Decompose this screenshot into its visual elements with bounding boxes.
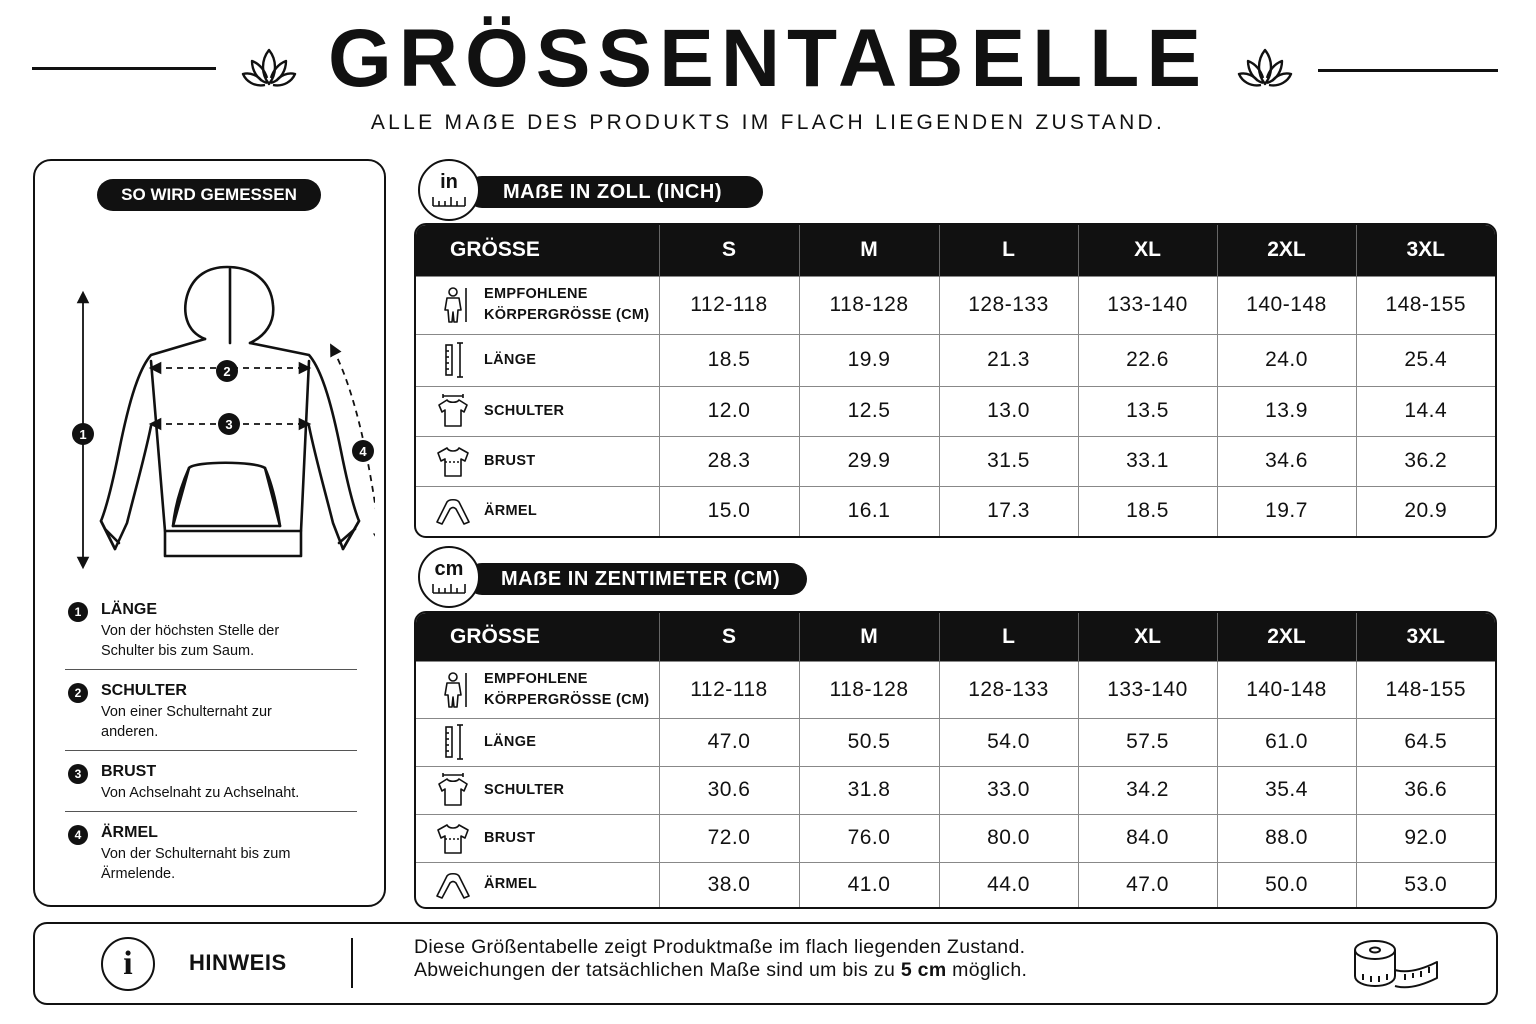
how-to-measure-title: SO WIRD GEMESSEN bbox=[97, 179, 321, 211]
length-icon bbox=[434, 723, 472, 761]
value-cell: 34.2 bbox=[1078, 766, 1217, 814]
value-cell: 47.0 bbox=[1078, 862, 1217, 907]
value-cell: 41.0 bbox=[799, 862, 939, 907]
row-label: EMPFOHLENE bbox=[484, 286, 588, 302]
note-divider bbox=[351, 938, 353, 988]
value-cell: 33.1 bbox=[1078, 436, 1217, 486]
value-cell: 12.5 bbox=[799, 386, 939, 436]
svg-text:1: 1 bbox=[79, 427, 87, 442]
table-row bbox=[416, 766, 1495, 814]
value-cell: 18.5 bbox=[1078, 486, 1217, 536]
value-cell: 22.6 bbox=[1078, 334, 1217, 386]
value-cell: 61.0 bbox=[1217, 718, 1356, 766]
step-number: 3 bbox=[68, 764, 88, 784]
value-cell: 16.1 bbox=[799, 486, 939, 536]
value-cell: 38.0 bbox=[659, 862, 799, 907]
divider bbox=[65, 811, 357, 812]
value-cell: 112-118 bbox=[659, 276, 799, 334]
column-header: M bbox=[799, 225, 939, 276]
value-cell: 36.6 bbox=[1356, 766, 1495, 814]
table-header-row bbox=[416, 613, 1495, 661]
value-cell: 148-155 bbox=[1356, 661, 1495, 718]
cm-size-table bbox=[414, 611, 1497, 909]
title-rule-right bbox=[1318, 69, 1498, 72]
table-row bbox=[416, 486, 1495, 536]
value-cell: 36.2 bbox=[1356, 436, 1495, 486]
table-row bbox=[416, 436, 1495, 486]
value-cell: 133-140 bbox=[1078, 661, 1217, 718]
step-shoulder bbox=[65, 680, 357, 742]
column-header: L bbox=[939, 225, 1078, 276]
marker-1 bbox=[72, 423, 94, 445]
step-description: Von der höchsten Stelle der Schulter bis zum Saum. bbox=[101, 623, 280, 659]
table-row bbox=[416, 718, 1495, 766]
row-label-cell bbox=[416, 718, 659, 766]
row-label: KÖRPERGRÖSSE (CM) bbox=[484, 307, 650, 323]
row-label-cell bbox=[416, 814, 659, 862]
note-box bbox=[33, 922, 1498, 1005]
lotus-icon bbox=[1236, 44, 1294, 92]
person-icon bbox=[434, 671, 472, 709]
value-cell: 140-148 bbox=[1217, 661, 1356, 718]
divider bbox=[65, 669, 357, 670]
row-label-cell bbox=[416, 436, 659, 486]
value-cell: 18.5 bbox=[659, 334, 799, 386]
unit-label: cm bbox=[434, 558, 464, 580]
step-number: 1 bbox=[68, 602, 88, 622]
value-cell: 44.0 bbox=[939, 862, 1078, 907]
length-icon bbox=[434, 341, 472, 379]
column-header: XL bbox=[1078, 613, 1217, 661]
value-cell: 112-118 bbox=[659, 661, 799, 718]
value-cell: 19.9 bbox=[799, 334, 939, 386]
step-chest bbox=[65, 761, 357, 803]
step-title: BRUST bbox=[101, 763, 157, 780]
marker-3 bbox=[218, 413, 240, 435]
value-cell: 57.5 bbox=[1078, 718, 1217, 766]
row-label: BRUST bbox=[484, 829, 536, 846]
value-cell: 14.4 bbox=[1356, 386, 1495, 436]
value-cell: 20.9 bbox=[1356, 486, 1495, 536]
chest-icon bbox=[434, 442, 472, 480]
cm-section-title: MAẞE IN ZENTIMETER (CM) bbox=[466, 563, 807, 595]
value-cell: 118-128 bbox=[799, 276, 939, 334]
column-header: 3XL bbox=[1356, 225, 1495, 276]
unit-label: in bbox=[440, 171, 458, 193]
value-cell: 12.0 bbox=[659, 386, 799, 436]
page-title: GRÖSSENTABELLE bbox=[327, 13, 1209, 104]
value-cell: 28.3 bbox=[659, 436, 799, 486]
ruler-icon bbox=[432, 195, 466, 207]
row-label: LÄNGE bbox=[484, 733, 537, 750]
table-row bbox=[416, 661, 1495, 718]
how-to-measure-panel bbox=[33, 159, 386, 907]
measurement-steps bbox=[65, 599, 357, 884]
value-cell: 13.0 bbox=[939, 386, 1078, 436]
note-line-1: Diese Größentabelle zeigt Produktmaße im flach liegenden Zustand. bbox=[414, 936, 1026, 958]
step-title: LÄNGE bbox=[101, 601, 157, 618]
value-cell: 15.0 bbox=[659, 486, 799, 536]
value-cell: 30.6 bbox=[659, 766, 799, 814]
step-title: ÄRMEL bbox=[101, 824, 158, 841]
column-header: 3XL bbox=[1356, 613, 1495, 661]
sleeve-icon bbox=[434, 492, 472, 530]
column-header: L bbox=[939, 613, 1078, 661]
value-cell: 29.9 bbox=[799, 436, 939, 486]
value-cell: 31.5 bbox=[939, 436, 1078, 486]
page-subtitle: ALLE MAẞE DES PRODUKTS IM FLACH LIEGENDEN ZUSTAND. bbox=[370, 111, 1166, 134]
hoodie-diagram bbox=[55, 261, 375, 576]
value-cell: 50.5 bbox=[799, 718, 939, 766]
svg-text:4: 4 bbox=[359, 444, 367, 459]
value-cell: 50.0 bbox=[1217, 862, 1356, 907]
column-header: S bbox=[659, 225, 799, 276]
value-cell: 72.0 bbox=[659, 814, 799, 862]
value-cell: 13.5 bbox=[1078, 386, 1217, 436]
inch-size-table bbox=[414, 223, 1497, 538]
column-header: GRÖSSE bbox=[416, 225, 659, 276]
row-label-cell bbox=[416, 661, 659, 718]
value-cell: 128-133 bbox=[939, 661, 1078, 718]
table-row bbox=[416, 334, 1495, 386]
inch-section-title: MAẞE IN ZOLL (INCH) bbox=[466, 176, 763, 208]
value-cell: 140-148 bbox=[1217, 276, 1356, 334]
step-description: Von Achselnaht zu Achselnaht. bbox=[101, 785, 300, 801]
table-row bbox=[416, 276, 1495, 334]
value-cell: 17.3 bbox=[939, 486, 1078, 536]
value-cell: 19.7 bbox=[1217, 486, 1356, 536]
marker-4 bbox=[352, 440, 374, 462]
value-cell: 148-155 bbox=[1356, 276, 1495, 334]
value-cell: 128-133 bbox=[939, 276, 1078, 334]
step-number: 4 bbox=[68, 825, 88, 845]
measuring-tape-icon bbox=[1349, 934, 1443, 996]
row-label-cell bbox=[416, 486, 659, 536]
row-label: LÄNGE bbox=[484, 351, 537, 368]
note-line-2: Abweichungen der tatsächlichen Maße sind um bis zu 5 cm möglich. bbox=[414, 959, 1028, 981]
value-cell: 21.3 bbox=[939, 334, 1078, 386]
note-text bbox=[414, 936, 1027, 982]
value-cell: 84.0 bbox=[1078, 814, 1217, 862]
row-label-cell bbox=[416, 862, 659, 907]
chest-icon bbox=[434, 819, 472, 857]
value-cell: 25.4 bbox=[1356, 334, 1495, 386]
column-header: GRÖSSE bbox=[416, 613, 659, 661]
note-title: HINWEIS bbox=[189, 950, 287, 975]
marker-2 bbox=[216, 360, 238, 382]
value-cell: 88.0 bbox=[1217, 814, 1356, 862]
row-label-cell bbox=[416, 386, 659, 436]
shoulder-icon bbox=[434, 392, 472, 430]
row-label: EMPFOHLENE bbox=[484, 670, 588, 687]
column-header: 2XL bbox=[1217, 225, 1356, 276]
divider bbox=[65, 750, 357, 751]
value-cell: 34.6 bbox=[1217, 436, 1356, 486]
column-header: 2XL bbox=[1217, 613, 1356, 661]
sleeve-icon bbox=[434, 866, 472, 904]
value-cell: 47.0 bbox=[659, 718, 799, 766]
step-number: 2 bbox=[68, 683, 88, 703]
row-label-cell bbox=[416, 334, 659, 386]
row-label: SCHULTER bbox=[484, 402, 565, 419]
step-description: Von einer Schulternaht zur anderen. bbox=[101, 704, 272, 740]
shoulder-icon bbox=[434, 771, 472, 809]
row-label-cell bbox=[416, 766, 659, 814]
row-label: BRUST bbox=[484, 452, 536, 469]
table-row bbox=[416, 386, 1495, 436]
ruler-icon bbox=[432, 582, 466, 594]
row-label: SCHULTER bbox=[484, 781, 565, 798]
step-sleeve bbox=[65, 822, 357, 884]
value-cell: 53.0 bbox=[1356, 862, 1495, 907]
value-cell: 35.4 bbox=[1217, 766, 1356, 814]
svg-text:3: 3 bbox=[225, 417, 233, 432]
value-cell: 133-140 bbox=[1078, 276, 1217, 334]
step-title: SCHULTER bbox=[101, 682, 187, 699]
inch-unit-badge bbox=[418, 159, 480, 221]
table-row bbox=[416, 814, 1495, 862]
value-cell: 64.5 bbox=[1356, 718, 1495, 766]
step-length bbox=[65, 599, 357, 661]
value-cell: 76.0 bbox=[799, 814, 939, 862]
value-cell: 31.8 bbox=[799, 766, 939, 814]
column-header: M bbox=[799, 613, 939, 661]
value-cell: 92.0 bbox=[1356, 814, 1495, 862]
value-cell: 33.0 bbox=[939, 766, 1078, 814]
value-cell: 13.9 bbox=[1217, 386, 1356, 436]
row-label: ÄRMEL bbox=[484, 876, 538, 893]
column-header: XL bbox=[1078, 225, 1217, 276]
column-header: S bbox=[659, 613, 799, 661]
person-icon bbox=[434, 286, 472, 324]
table-header-row bbox=[416, 225, 1495, 276]
value-cell: 80.0 bbox=[939, 814, 1078, 862]
info-icon: i bbox=[101, 937, 155, 991]
table-row bbox=[416, 862, 1495, 907]
svg-text:2: 2 bbox=[223, 364, 231, 379]
row-label: KÖRPERGRÖSSE (CM) bbox=[484, 691, 650, 708]
row-label-cell bbox=[416, 276, 659, 334]
step-description: Von der Schulternaht bis zum Ärmelende. bbox=[101, 846, 291, 882]
cm-unit-badge bbox=[418, 546, 480, 608]
value-cell: 54.0 bbox=[939, 718, 1078, 766]
value-cell: 118-128 bbox=[799, 661, 939, 718]
value-cell: 24.0 bbox=[1217, 334, 1356, 386]
row-label: ÄRMEL bbox=[484, 502, 538, 519]
